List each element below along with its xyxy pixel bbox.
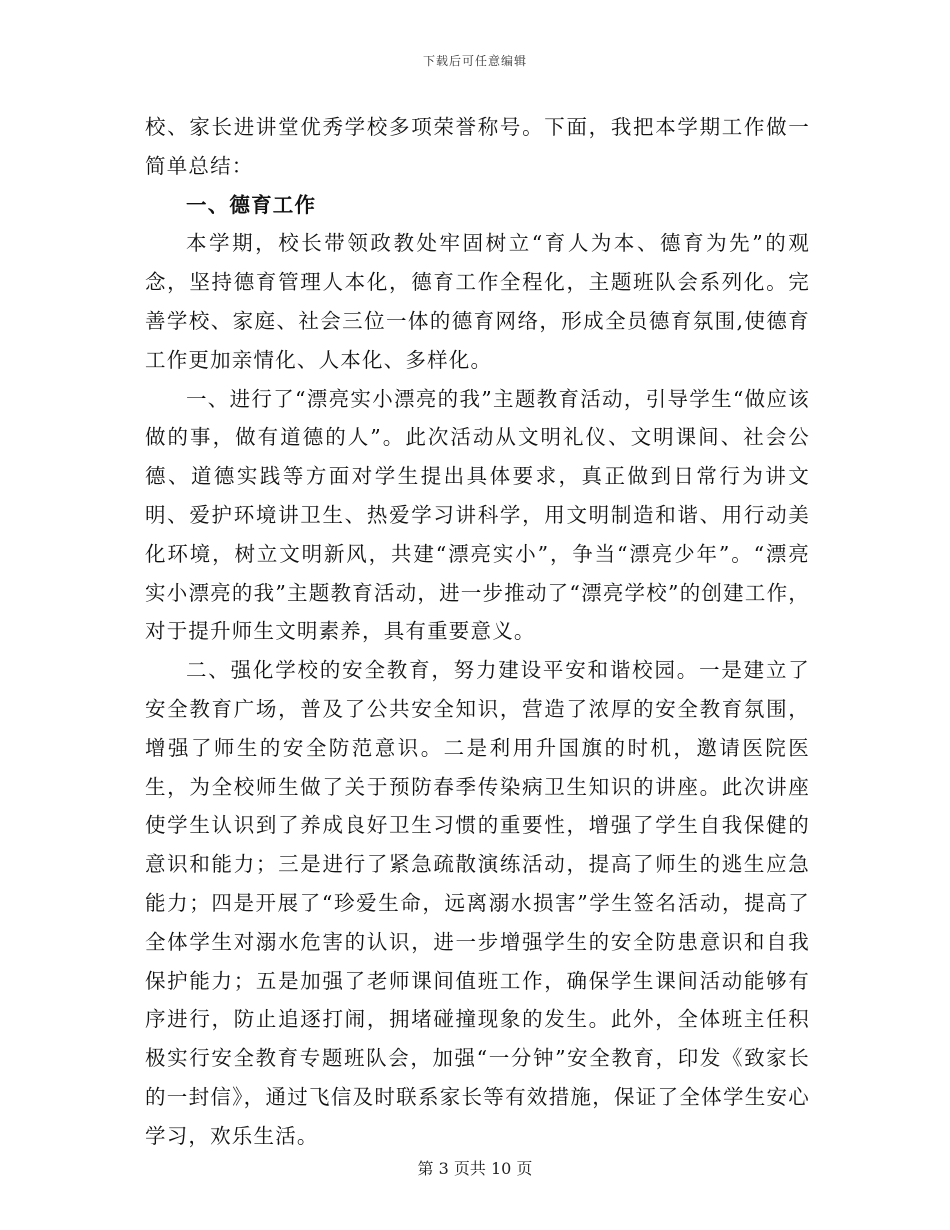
document-body bbox=[145, 108, 810, 1156]
intro-paragraph: 校、家长进讲堂优秀学校多项荣誉称号。下面，我把本学期工作做一简单总结： bbox=[145, 115, 810, 178]
paragraph-beautiful-school-activity: 一、进行了“漂亮实小漂亮的我”主题教育活动，引导学生“做应该做的事，做有道德的人”。此次活动从文明礼仪、文明课间、社会公德、道德实践等方面对学生提出具体要求，真正做到日常行为讲文明、爱护环境讲卫生、热爱学习讲科学，用文明制造和谐、用行动美化环境，树立文明新风，共建“漂亮实小”，争当“漂亮少年”。“漂亮实小漂亮的我”主题教育活动，进一步推动了“漂亮学校”的创建工作，对于提升师生文明素养，具有重要意义。 bbox=[145, 386, 810, 644]
page-header: 下载后可任意编辑 bbox=[422, 54, 527, 68]
paragraph-safety-education: 二、强化学校的安全教育，努力建设平安和谐校园。一是建立了安全教育广场，普及了公共安全知识，营造了浓厚的安全教育氛围，增强了师生的安全防范意识。二是利用升国旗的时机，邀请医院医生，为全校师生做了关于预防春季传染病卫生知识的讲座。此次讲座使学生认识到了养成良好卫生习惯的重要性，增强了学生自我保健的意识和能力；三是进行了紧急疏散演练活动，提高了师生的逃生应急能力；四是开展了“珍爱生命，远离溺水损害”学生签名活动，提高了全体学生对溺水危害的认识，进一步增强学生的安全防患意识和自我保护能力；五是加强了老师课间值班工作，确保学生课间活动能够有序进行，防止追逐打闹，拥堵碰撞现象的发生。此外，全体班主任积极实行安全教育专题班队会，加强“一分钟”安全教育，印发《致家长的一封信》，通过飞信及时联系家长等有效措施，保证了全体学生安心学习，欢乐生活。 bbox=[145, 658, 810, 1148]
page-number: 第 3 页共 10 页 bbox=[417, 1159, 533, 1178]
paragraph-moral-education: 本学期，校长带领政教处牢固树立“育人为本、德育为先”的观念，坚持德育管理人本化，德育工作全程化，主题班队会系列化。完善学校、家庭、社会三位一体的德育网络，形成全员德育氛围,使德育工作更加亲情化、人本化、多样化。 bbox=[145, 231, 810, 372]
section-heading: 一、德育工作 bbox=[186, 192, 317, 217]
